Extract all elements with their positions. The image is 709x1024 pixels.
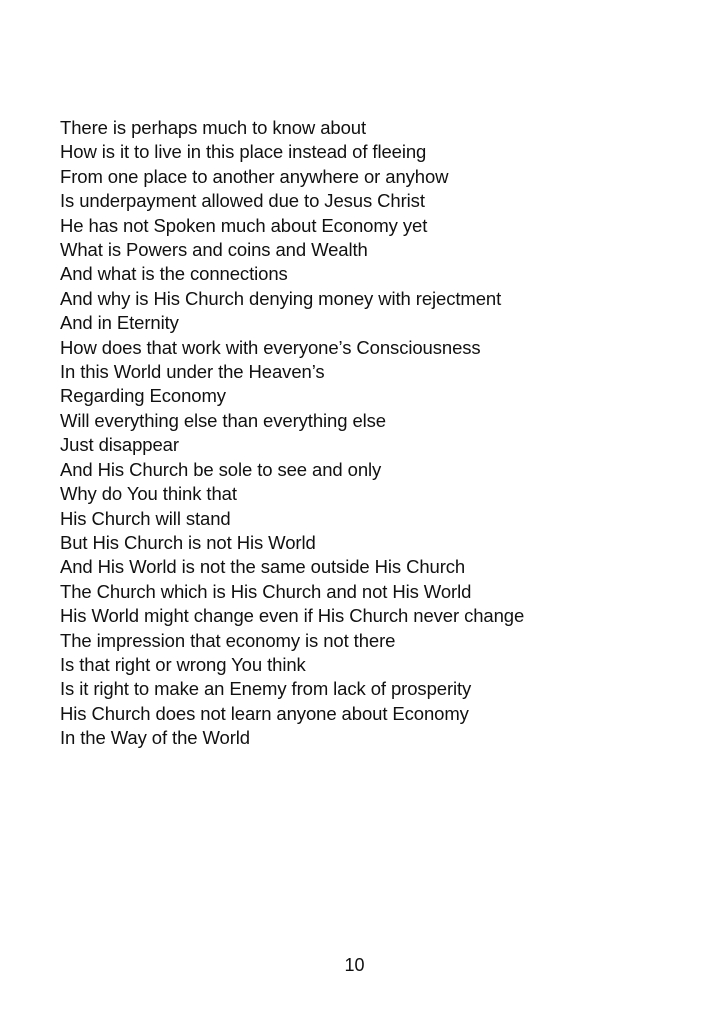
poem-line: From one place to another anywhere or anyhow bbox=[60, 165, 449, 187]
poem-line: In this World under the Heaven’s bbox=[60, 361, 325, 383]
poem-line: He has not Spoken much about Economy yet bbox=[60, 214, 428, 236]
poem-line: His Church does not learn anyone about Economy bbox=[60, 702, 469, 724]
poem-line: The Church which is His Church and not His World bbox=[60, 580, 472, 602]
poem-line: Regarding Economy bbox=[60, 385, 226, 407]
poem-line: His World might change even if His Church never change bbox=[60, 605, 525, 627]
poem-line: And His Church be sole to see and only bbox=[60, 458, 382, 480]
page-number: 10 bbox=[344, 955, 365, 975]
poem-line: Is it right to make an Enemy from lack of prosperity bbox=[60, 678, 472, 700]
poem-line: Will everything else than everything else bbox=[60, 409, 386, 431]
poem-line: His Church will stand bbox=[60, 507, 231, 529]
poem-text bbox=[60, 116, 680, 751]
poem-line: How is it to live in this place instead of fleeing bbox=[60, 141, 427, 163]
poem-line: And why is His Church denying money with rejectment bbox=[60, 287, 502, 309]
poem-line: What is Powers and coins and Wealth bbox=[60, 239, 368, 261]
poem-line: Why do You think that bbox=[60, 483, 237, 505]
poem-line: In the Way of the World bbox=[60, 727, 250, 749]
poem-line: Just disappear bbox=[60, 434, 179, 456]
poem-line: And His World is not the same outside His Church bbox=[60, 556, 466, 578]
poem-line: And what is the connections bbox=[60, 263, 288, 285]
poem-line: The impression that economy is not there bbox=[60, 629, 396, 651]
poem-line: And in Eternity bbox=[60, 312, 179, 334]
poem-line: Is that right or wrong You think bbox=[60, 653, 306, 675]
poem-line: Is underpayment allowed due to Jesus Christ bbox=[60, 190, 425, 212]
poem-line: There is perhaps much to know about bbox=[60, 117, 367, 138]
poem-line: But His Church is not His World bbox=[60, 531, 316, 553]
poem-line: How does that work with everyone’s Consciousness bbox=[60, 336, 481, 358]
